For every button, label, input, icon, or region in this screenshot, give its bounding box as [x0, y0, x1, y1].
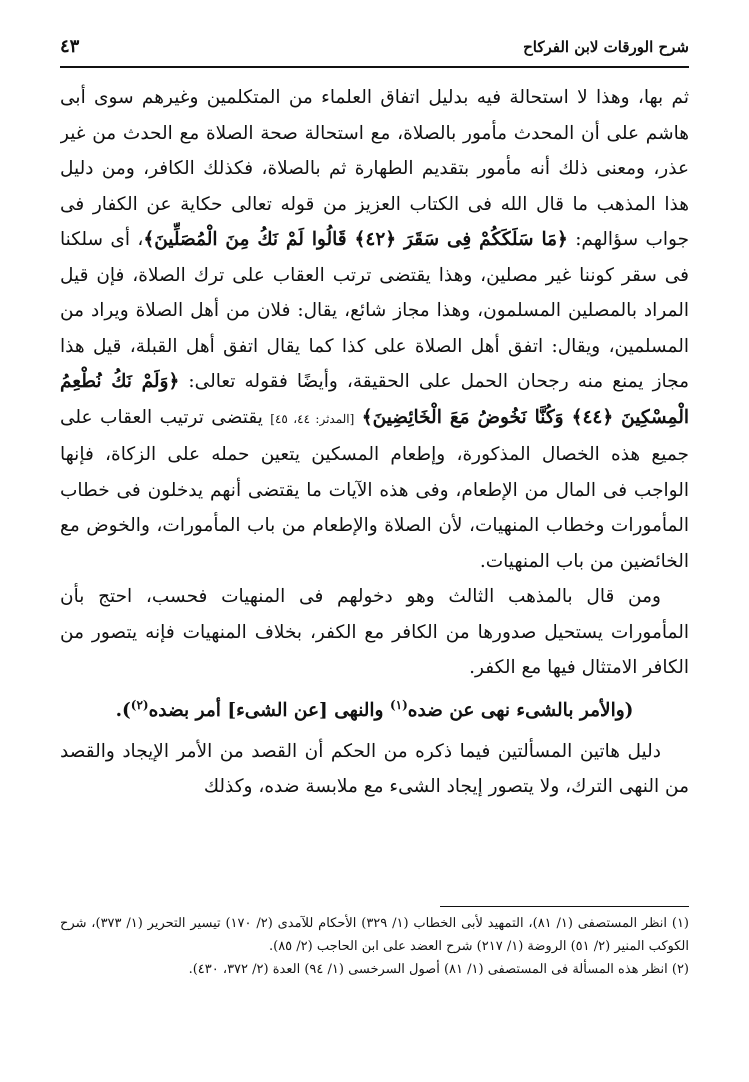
paragraph-3: دليل هاتين المسألتين فيما ذكره من الحكم أن القصد من الأمر الإيجاد والقصد من النهى الترك، ولا يتصور إيجاد الشىء مع ملابسة ضده، وكذلك — [60, 740, 689, 797]
footnote-1: (١) انظر المستصفى (١/ ٨١)، التمهيد لأبى الخطاب (١/ ٣٢٩) الأحكام للآمدى (٢/ ١٧٠) تيسير التحرير (١/ ٣٧٣)، شرح الكوكب المنير (٢/ ٥١) الروضة (١/ ٢١٧) شرح العضد على ابن الحاجب (٢/ ٨٥). — [60, 916, 689, 954]
paragraph-1-text-b: ، أى سلكنا فى سقر كوننا غير مصلين، وهذا يقتضى ترتب العقاب على ترك الصلاة، فإن قيل المراد بالمصلين المسلمون، وهذا مجاز شائع، يقال: فلان من أهل الصلاة ويراد من المسلمين، ويقال: اتفق أهل الصلاة على كذا كما يقال اتفق أهل القبلة، قيل هذا مجاز يمنع منه رجحان الحمل على الحقيقة، وأيضًا فقوله تعالى: — [60, 229, 689, 392]
paragraph-1-text-c: يقتضى ترتيب العقاب على جميع هذه الخصال المذكورة، وإطعام المسكين يتعين حمله على الزكاة، فإنها الواجب فى المال من الإطعام، وفى هذه الآيات ما يقتضى أنهم يدخلون فى خطاب المأمورات وخطاب المنهيات، لأن الصلاة والإطعام من باب المأمورات، والخوض مع الخائضين من باب المنهيات. — [60, 406, 689, 572]
running-title: شرح الورقات لابن الفركاح — [523, 38, 689, 56]
heading-text-a: (والأمر بالشىء نهى عن ضده — [407, 699, 634, 721]
verse-reference: [المدثر: ٤٤، ٤٥] — [270, 411, 355, 426]
paragraph-1 — [60, 80, 689, 579]
heading-text-c: ). — [115, 699, 131, 721]
footnote-2: (٢) انظر هذه المسألة فى المستصفى (١/ ٨١) أصول السرخسى (١/ ٩٤) العدة (٢/ ٣٧٢، ٤٣٠). — [188, 962, 689, 977]
quran-verse-2: ﴿وَلَمْ نَكُ نُطْعِمُ الْمِسْكِينَ ﴿٤٤﴾ وَكُنَّا نَخُوضُ مَعَ الْخَائِضِينَ﴾ — [60, 371, 689, 428]
header-rule — [60, 66, 689, 68]
footnote-rule — [440, 906, 689, 907]
footnote-marker-2: (٢) — [130, 697, 149, 712]
footnotes — [60, 912, 689, 981]
page-header — [60, 38, 689, 64]
body-text — [60, 80, 689, 900]
heading-text-b: والنهى [عن الشىء] أمر بضده — [148, 699, 390, 721]
footnote-marker-1: (١) — [389, 697, 408, 712]
page-number: ٤٣ — [60, 36, 80, 57]
paragraph-2: ومن قال بالمذهب الثالث وهو دخولهم فى المنهيات فحسب، احتج بأن المأمورات يستحيل صدورها من الكافر مع الكفر، بخلاف المنهيات فإنه يتصور من الكافر الامتثال فيها مع الكفر. — [60, 586, 689, 678]
matn-heading — [60, 692, 689, 730]
paragraph-1-text-a: ثم بها، وهذا لا استحالة فيه بدليل اتفاق العلماء من المتكلمين وغيرهم سوى أبى هاشم على أن المحدث مأمور بالصلاة، مع استحالة صحة الصلاة مع الحدث من غير عذر، ومعنى ذلك أنه مأمور بتقديم الطهارة ثم بالصلاة، فكذلك الكافر، ومن دليل هذا المذهب ما قال الله فى الكتاب العزيز من قوله تعالى حكاية عن الكفار فى جواب سؤالهم: — [60, 87, 689, 250]
quran-verse-1: ﴿مَا سَلَكَكُمْ فِى سَقَرَ ﴿٤٢﴾ قَالُوا لَمْ نَكُ مِنَ الْمُصَلِّينَ﴾ — [143, 229, 568, 250]
